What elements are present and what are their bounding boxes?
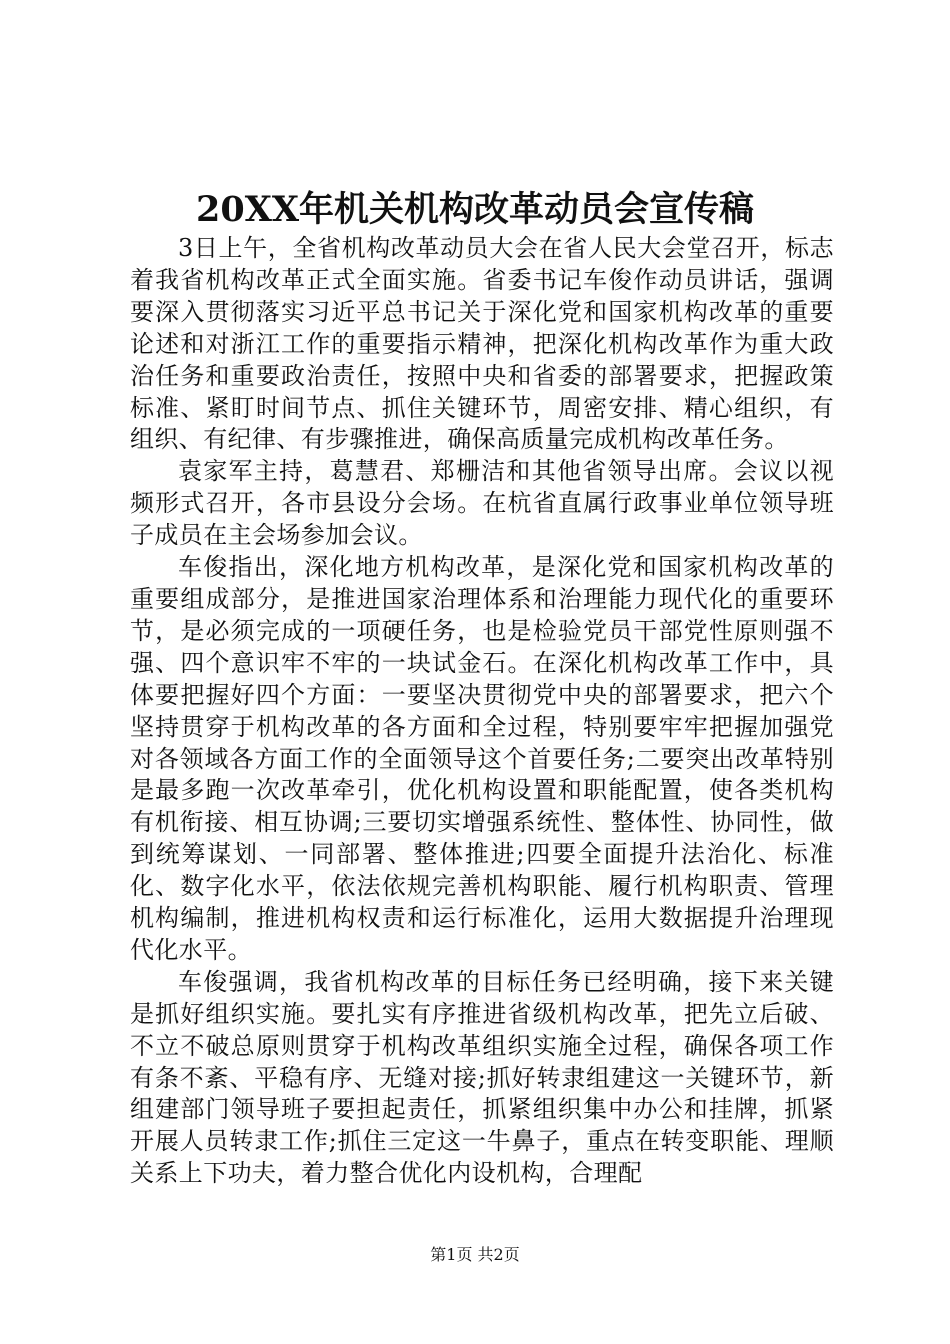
page-footer: 第1页 共2页	[430, 1245, 520, 1264]
paragraph-1: 3日上午，全省机构改革动员大会在省人民大会堂召开，标志着我省机构改革正式全面实施。省委书记车俊作动员讲话，强调要深入贯彻落实习近平总书记关于深化党和国家机构改革的重要论述和对浙江工作的重要指示精神，把深化机构改革作为重大政治任务和重要政治责任，按照中央和省委的部署要求，把握政策标准、紧盯时间节点、抓住关键环节，周密安排、精心组织，有组织、有纪律、有步骤推进，确保高质量完成机构改革任务。	[130, 234, 834, 454]
paragraph-4: 车俊强调，我省机构改革的目标任务已经明确，接下来关键是抓好组织实施。要扎实有序推进省级机构改革，把先立后破、不立不破总原则贯穿于机构改革组织实施全过程，确保各项工作有条不紊、平稳有序、无缝对接;抓好转隶组建这一关键环节，新组建部门领导班子要担起责任，抓紧组织集中办公和挂牌，抓紧开展人员转隶工作;抓住三定这一牛鼻子，重点在转变职能、理顺关系上下功夫，着力整合优化内设机构，合理配	[130, 967, 834, 1188]
paragraph-2: 袁家军主持，葛慧君、郑栅洁和其他省领导出席。会议以视频形式召开，各市县设分会场。在杭省直属行政事业单位领导班子成员在主会场参加会议。	[130, 457, 834, 550]
document-title: 20XX年机关机构改革动员会宣传稿	[195, 189, 755, 230]
paragraph-3: 车俊指出，深化地方机构改革，是深化党和国家机构改革的重要组成部分，是推进国家治理体系和治理能力现代化的重要环节，是必须完成的一项硬任务，也是检验党员干部党性原则强不强、四个意识牢不牢的一块试金石。在深化机构改革工作中，具体要把握好四个方面：一要坚决贯彻党中央的部署要求，把六个坚持贯穿于机构改革的各方面和全过程，特别要牢牢把握加强党对各领域各方面工作的全面领导这个首要任务;二要突出改革特别是最多跑一次改革牵引，优化机构设置和职能配置，使各类机构有机衔接、相互协调;三要切实增强系统性、整体性、协同性，做到统筹谋划、一同部署、整体推进;四要全面提升法治化、标准化、数字化水平，依法依规完善机构职能、履行机构职责、管理机构编制，推进机构权责和运行标准化，运用大数据提升治理现代化水平。	[130, 553, 834, 964]
document-body	[130, 233, 834, 1190]
